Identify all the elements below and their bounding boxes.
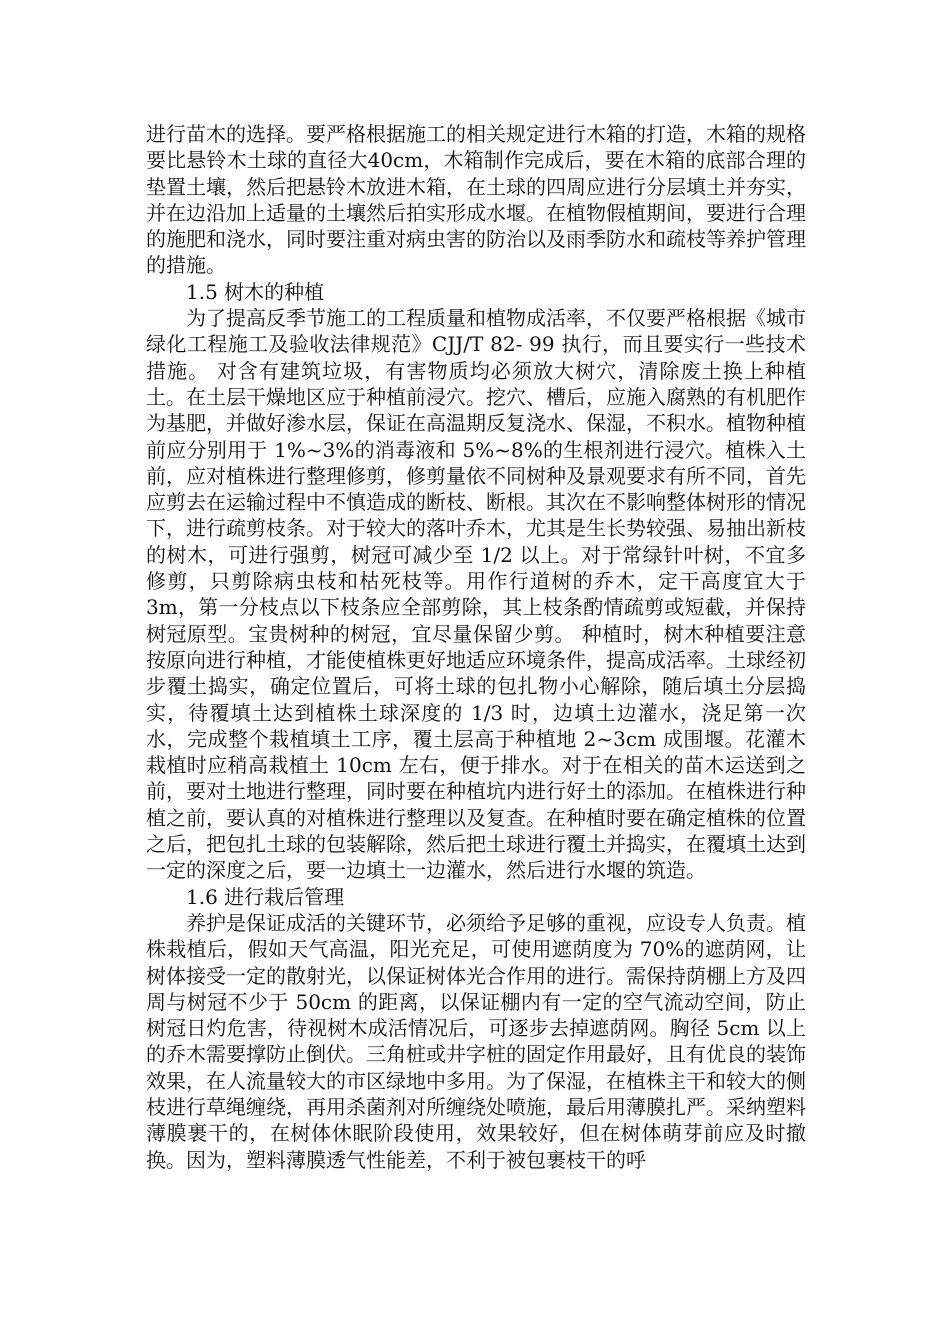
body-paragraph: 进行苗木的选择。要严格根据施工的相关规定进行木箱的打造，木箱的规格要比悬铃木土球的直径大40cm，木箱制作完成后，要在木箱的底部合理的垫置土壤，然后把悬铃木放进木箱，在土球的四周应进行分层填土并夯实，并在边沿加上适量的土壤然后拍实形成水堰。在植物假植期间，要进行合理的施肥和浇水，同时要注重对病虫害的防治以及雨季防水和疏枝等养护管理的措施。	[146, 122, 806, 278]
body-paragraph: 养护是保证成活的关键环节，必须给予足够的重视，应设专人负责。植株栽植后，假如天气高温，阳光充足，可使用遮荫度为 70%的遮荫网，让树体接受一定的散射光，以保证树体光合作用的进行。需保持荫棚上方及四周与树冠不少于 50cm 的距离，以保证棚内有一定的空气流动空间，防止树冠日灼危害，待视树木成活情况后，可逐步去掉遮荫网。胸径 5cm 以上的乔木需要撑防止倒伏。三角桩或井字桩的固定作用最好，且有优良的装饰效果，在人流量较大的市区绿地中多用。为了保湿，在植株主干和较大的侧枝进行草绳缠绕，再用杀菌剂对所缠绕处喷施，最后用薄膜扎严。采纳塑料薄膜裹干的，在树体休眠阶段使用，效果较好，但在树体萌芽前应及时撤换。因为，塑料薄膜透气性能差，不利于被包裹枝干的呼	[146, 910, 806, 1172]
body-paragraph: 为了提高反季节施工的工程质量和植物成活率，不仅要严格根据《城市绿化工程施工及验收法律规范》CJJ/T 82- 99 执行，而且要实行一些技术措施。 对含有建筑垃圾，有害物质均必须放大树穴，清除废土换上种植土。在土层干燥地区应于种植前浸穴。挖穴、槽后，应施入腐熟的有机肥作为基肥，并做好渗水层，保证在高温期反复浇水、保湿，不积水。植物种植前应分别用于 1%~3%的消毒液和 5%~8%的生根剂进行浸穴。植株入土前，应对植株进行整理修剪，修剪量依不同树种及景观要求有所不同，首先应剪去在运输过程中不慎造成的断枝、断根。其次在不影响整体树形的情况下，进行疏剪枝条。对于较大的落叶乔木，尤其是生长势较强、易抽出新枝的树木，可进行强剪，树冠可减少至 1/2 以上。对于常绿针叶树，不宜多修剪，只剪除病虫枝和枯死枝等。用作行道树的乔木，定干高度宜大于 3m，第一分枝点以下枝条应全部剪除，其上枝条酌情疏剪或短截，并保持树冠原型。宝贵树种的树冠，宜尽量保留少剪。 种植时，树木种植要注意按原向进行种植，才能使植株更好地适应环境条件，提高成活率。土球经初步覆土捣实，确定位置后，可将土球的包扎物小心解除，随后填土分层捣实，待覆填土达到植株土球深度的 1/3 时，边填土边灌水，浇足第一次水，完成整个栽植填土工序，覆土层高于种植地 2~3cm 成围堰。花灌木栽植时应稍高栽植土 10cm 左右，便于排水。对于在相关的苗木运送到之前，要对土地进行整理，同时要在种植坑内进行好土的添加。在植株进行种植之前，要认真的对植株进行整理以及复查。在种植时要在确定植株的位置之后，把包扎土球的包装解除，然后把土球进行覆土并捣实，在覆填土达到一定的深度之后，要一边填土一边灌水，然后进行水堰的筑造。	[146, 306, 806, 883]
document-page	[146, 121, 806, 1173]
section-heading: 1.5 树木的种植	[186, 279, 325, 304]
section-heading: 1.6 进行栽后管理	[186, 884, 345, 909]
